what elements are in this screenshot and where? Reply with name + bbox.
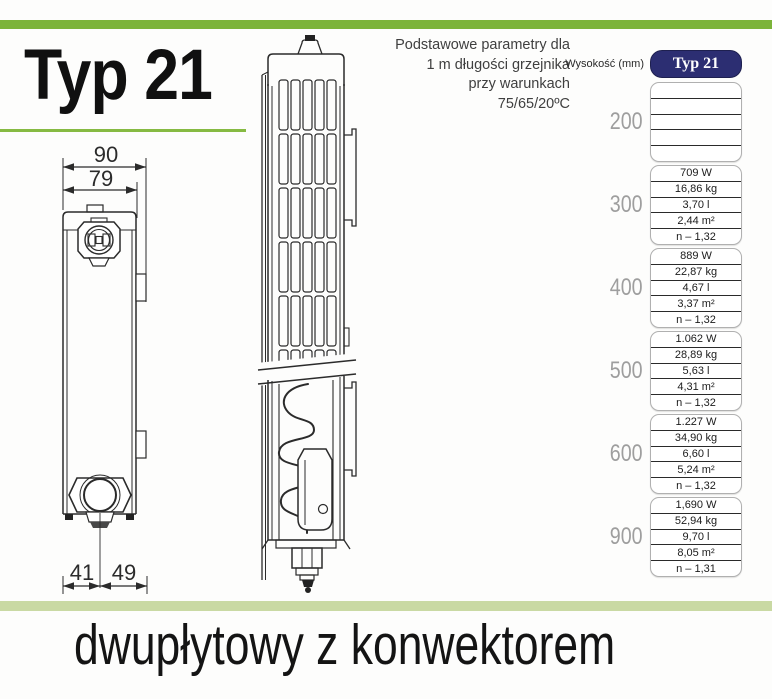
height-label: 400 xyxy=(609,274,643,301)
value-cell xyxy=(651,99,741,115)
value-box xyxy=(650,414,742,494)
note-line: Podstawowe parametry dla xyxy=(395,37,570,53)
value-cell: 1.227 W xyxy=(651,415,741,431)
value-cell: 3,37 m² xyxy=(651,296,741,312)
value-cell: 4,67 l xyxy=(651,281,741,297)
radiator-cross-section-drawing xyxy=(28,146,203,598)
value-cell: 52,94 kg xyxy=(651,514,741,530)
height-label: 200 xyxy=(609,108,643,135)
type-column-header: Typ 21 xyxy=(650,50,742,78)
value-cell: 3,70 l xyxy=(651,198,741,214)
value-cell: n – 1,32 xyxy=(676,230,716,243)
value-cell: 2,44 m² xyxy=(651,213,741,229)
value-box xyxy=(650,331,742,411)
height-column-header: Wysokość (mm) xyxy=(565,58,644,70)
radiator-cutaway-drawing xyxy=(246,28,386,603)
value-box xyxy=(650,497,742,577)
dim-49-label: 49 xyxy=(111,560,137,585)
value-cell: 9,70 l xyxy=(651,530,741,546)
top-accent-bar xyxy=(0,20,772,29)
height-label: 600 xyxy=(609,440,643,467)
value-cell: n – 1,31 xyxy=(676,562,716,575)
value-cell: 889 W xyxy=(651,249,741,265)
table-row xyxy=(570,497,742,577)
note-line: 75/65/20ºC xyxy=(497,95,570,112)
page-title: Typ 21 xyxy=(24,36,213,115)
value-cell: 16,86 kg xyxy=(651,182,741,198)
table-row xyxy=(570,165,742,245)
value-cell: 5,63 l xyxy=(651,364,741,380)
table-row xyxy=(570,82,742,162)
note-line: przy warunkach xyxy=(468,76,570,92)
value-cell xyxy=(651,83,741,99)
bottom-accent-bar xyxy=(0,601,772,611)
value-cell: 8,05 m² xyxy=(651,545,741,561)
height-label: 900 xyxy=(609,523,643,550)
value-cell: 1.062 W xyxy=(651,332,741,348)
value-cell: 34,90 kg xyxy=(651,431,741,447)
footer-caption: dwupłytowy z konwektorem xyxy=(74,613,616,677)
dim-79-label: 79 xyxy=(88,166,114,191)
value-cell xyxy=(651,146,741,161)
value-cell: n – 1,32 xyxy=(676,313,716,326)
note-line: 1 m długości grzejnika xyxy=(426,56,570,73)
dim-41-label: 41 xyxy=(69,560,95,585)
value-cell xyxy=(651,130,741,146)
table-row xyxy=(570,248,742,328)
spec-table xyxy=(565,50,742,580)
value-box xyxy=(650,82,742,162)
value-cell: 5,24 m² xyxy=(651,462,741,478)
title-underline xyxy=(0,129,246,132)
spec-table-header xyxy=(565,50,742,78)
value-box xyxy=(650,165,742,245)
table-row xyxy=(570,414,742,494)
value-cell xyxy=(651,115,741,131)
dim-90-label: 90 xyxy=(93,146,119,167)
height-label: 500 xyxy=(609,357,643,384)
value-cell: 6,60 l xyxy=(651,447,741,463)
value-cell: n – 1,32 xyxy=(676,396,716,409)
value-cell: n – 1,32 xyxy=(676,479,716,492)
value-cell: 4,31 m² xyxy=(651,379,741,395)
value-cell: 709 W xyxy=(651,166,741,182)
value-cell: 1,690 W xyxy=(651,498,741,514)
value-cell: 28,89 kg xyxy=(651,348,741,364)
height-label: 300 xyxy=(609,191,643,218)
value-cell: 22,87 kg xyxy=(651,265,741,281)
table-row xyxy=(570,331,742,411)
value-box xyxy=(650,248,742,328)
